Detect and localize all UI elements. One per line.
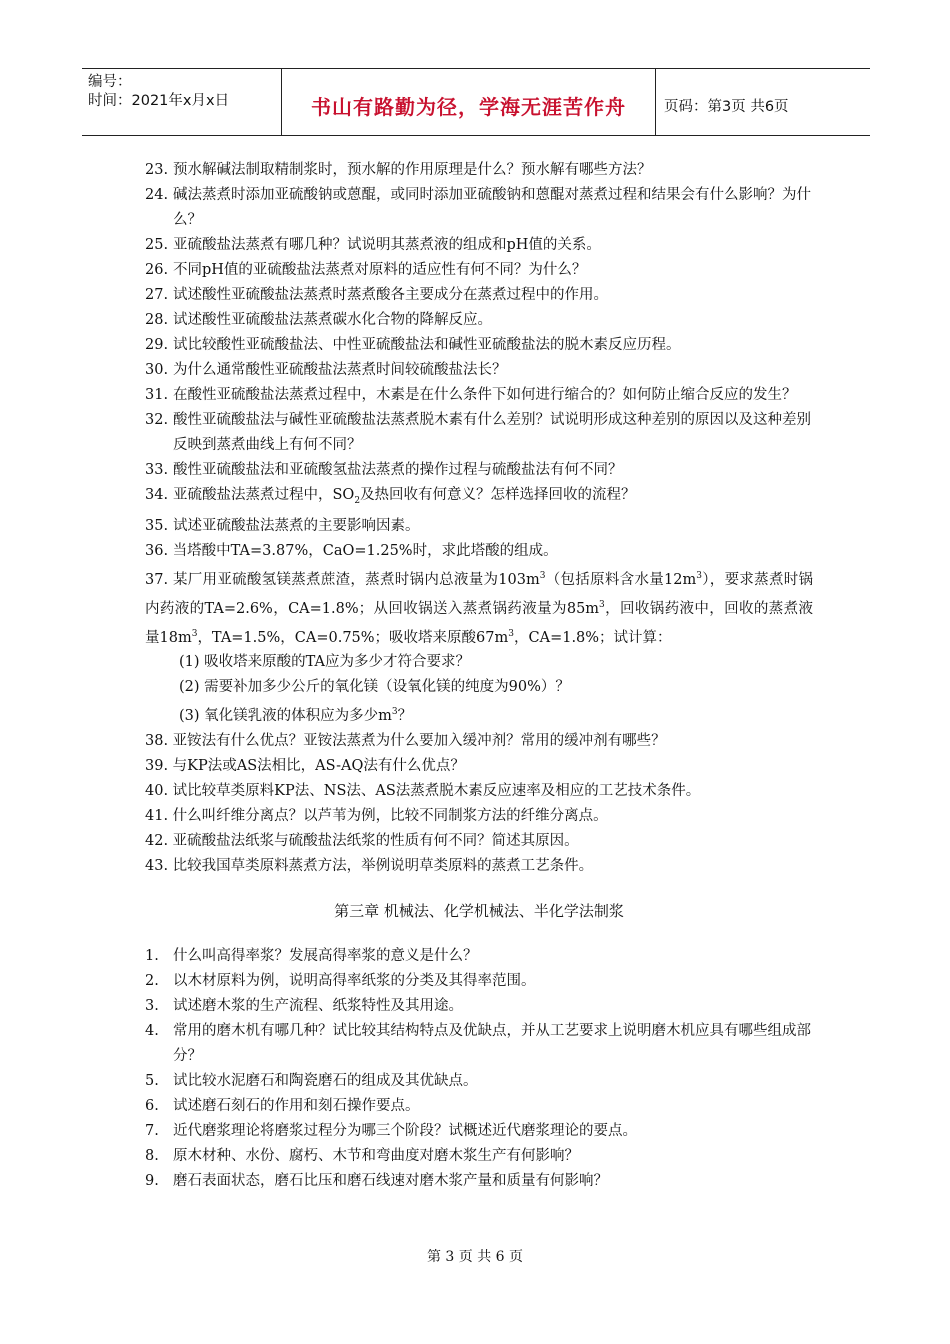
question-text: 亚硫酸盐法蒸煮有哪几种？试说明其蒸煮液的组成和pH值的关系。 — [173, 237, 601, 253]
question-item — [145, 1144, 813, 1169]
question-item — [145, 158, 813, 183]
page-header — [82, 68, 870, 136]
question-item — [145, 1169, 813, 1194]
question-number: 35. — [145, 517, 169, 534]
question-text: 磨石表面状态，磨石比压和磨石线速对磨木浆产量和质量有何影响？ — [173, 1173, 608, 1190]
question-number: 31. — [145, 387, 169, 403]
question-list-b — [145, 729, 813, 879]
question-item — [145, 1019, 813, 1069]
doc-number-label: 编号： — [88, 74, 132, 90]
sub-question: (2) 需要补加多少公斤的氧化镁（设氧化镁的纯度为90%）？ — [179, 679, 570, 696]
question-item — [145, 283, 813, 308]
question-item — [145, 333, 813, 358]
question-text: 酸性亚硫酸盐法与碱性亚硫酸盐法蒸煮脱木素有什么差别？试说明形成这种差别的原因以及这种差别反映到蒸煮曲线上有何不同？ — [173, 412, 811, 453]
question-item — [145, 1119, 813, 1144]
question-item: 35. 试述亚硫酸盐法蒸煮的主要影响因素。 — [145, 514, 813, 539]
question-list-c — [145, 944, 813, 1194]
question-text: 原木材种、水份、腐朽、木节和弯曲度对磨木浆生产有何影响？ — [173, 1148, 579, 1165]
question-text: 试述酸性亚硫酸盐法蒸煮时蒸煮酸各主要成分在蒸煮过程中的作用。 — [173, 287, 608, 303]
question-item — [145, 258, 813, 283]
question-number: 24. — [145, 187, 169, 203]
header-meta — [82, 69, 282, 135]
question-item: 42. 亚硫酸盐法纸浆与硫酸盐法纸浆的性质有何不同？简述其原因。 — [145, 833, 579, 850]
question-item — [145, 408, 813, 458]
question-text: 试述磨石刻石的作用和刻石操作要点。 — [173, 1098, 420, 1115]
question-item — [145, 233, 813, 258]
question-text: 近代磨浆理论将磨浆过程分为哪三个阶段？试概述近代磨浆理论的要点。 — [173, 1123, 637, 1140]
question-item — [145, 969, 813, 994]
question-text: 试述酸性亚硫酸盐法蒸煮碳水化合物的降解反应。 — [173, 312, 492, 328]
question-text: 什么叫高得率浆？发展高得率浆的意义是什么？ — [173, 948, 478, 965]
question-item — [145, 358, 813, 383]
question-number: 9. — [145, 1173, 159, 1190]
sub-question-list — [145, 650, 813, 700]
question-item — [145, 183, 813, 233]
page-footer: 第 3 页 共 6 页 — [426, 1249, 524, 1265]
question-number: 4. — [145, 1023, 159, 1040]
question-item: 40. 试比较草类原料KP法、NS法、AS法蒸煮脱木素反应速率及相应的工艺技术条件。 — [145, 783, 701, 800]
question-number: 26. — [145, 262, 169, 278]
question-text: 试比较水泥磨石和陶瓷磨石的组成及其优缺点。 — [173, 1073, 478, 1090]
question-text: 在酸性亚硫酸盐法蒸煮过程中，木素是在什么条件下如何进行缩合的？如何防止缩合反应的发生？ — [173, 387, 797, 403]
question-list-a — [145, 158, 813, 483]
question-number: 30. — [145, 362, 169, 378]
chapter-title: 第三章 机械法、化学机械法、半化学法制浆 — [334, 902, 624, 921]
question-text: 为什么通常酸性亚硫酸盐法蒸煮时间较硫酸盐法长？ — [173, 362, 507, 378]
question-number: 32. — [145, 412, 169, 428]
question-item: 36. 当塔酸中TA=3.87%，CaO=1.25%时，求此塔酸的组成。 — [145, 542, 558, 559]
question-item: 38. 亚铵法有什么优点？亚铵法蒸煮为什么要加入缓冲剂？常用的缓冲剂有哪些？ — [145, 733, 666, 750]
question-number: 29. — [145, 337, 169, 353]
question-item — [145, 383, 813, 408]
sub-question: (1) 吸收塔来原酸的TA应为多少才符合要求？ — [179, 654, 470, 671]
question-number: 6. — [145, 1098, 159, 1115]
question-number: 25. — [145, 237, 169, 253]
question-item — [145, 994, 813, 1019]
header-motto: 书山有路勤为径，学海无涯苦作舟 — [282, 69, 656, 135]
question-text: 试比较酸性亚硫酸盐法、中性亚硫酸盐法和碱性亚硫酸盐法的脱木素反应历程。 — [173, 337, 681, 353]
question-number: 28. — [145, 312, 169, 328]
question-text: 碱法蒸煮时添加亚硫酸钠或蒽醌，或同时添加亚硫酸钠和蒽醌对蒸煮过程和结果会有什么影响？为什么？ — [173, 187, 811, 228]
doc-time-label: 时间：2021年x月x日 — [88, 93, 230, 109]
question-text: 常用的磨木机有哪几种？试比较其结构特点及优缺点，并从工艺要求上说明磨木机应具有哪些组成部分？ — [173, 1023, 811, 1065]
question-item-calc: 37. 某厂用亚硫酸氢镁蒸煮蔗渣，蒸煮时锅内总液量为$103m^3$（包括原料含水量$12m^3$），要求蒸煮时锅内药液的TA=2.6%，CA=1.8%；从回收锅送入蒸煮锅药液量为$85m^3$，回收锅药液中，回收的蒸煮液量$18m^3$，TA=1.5%，CA=0.75%；吸收塔来原酸$67m^3$，CA=1.8%；试计算： — [145, 570, 814, 646]
question-number: 3. — [145, 998, 159, 1015]
question-item — [145, 308, 813, 333]
question-item: 41. 什么叫纤维分离点？以芦苇为例，比较不同制浆方法的纤维分离点。 — [145, 808, 608, 825]
question-text: 不同pH值的亚硫酸盐法蒸煮对原料的适应性有何不同？为什么？ — [173, 262, 587, 278]
question-item: 34. 亚硫酸盐法蒸煮过程中，$SO_2$及热回收有何意义？怎样选择回收的流程？ — [145, 483, 813, 514]
question-text: 以木材原料为例，说明高得率纸浆的分类及其得率范围。 — [173, 973, 536, 990]
question-number: 27. — [145, 287, 169, 303]
question-number: 34. — [145, 487, 169, 503]
question-item — [145, 1069, 813, 1094]
question-number: 7. — [145, 1123, 159, 1140]
question-number: 2. — [145, 973, 159, 990]
sub-question: (3) 氧化镁乳液的体积应为多少$m^3$？ — [179, 707, 413, 725]
question-number: 1. — [145, 948, 159, 965]
question-number: 23. — [145, 162, 169, 178]
question-item — [145, 1094, 813, 1119]
document-body — [145, 158, 813, 1194]
question-item: 43. 比较我国草类原料蒸煮方法，举例说明草类原料的蒸煮工艺条件。 — [145, 858, 594, 875]
question-text: 试述磨木浆的生产流程、纸浆特性及其用途。 — [173, 998, 463, 1015]
question-text: 酸性亚硫酸盐法和亚硫酸氢盐法蒸煮的操作过程与硫酸盐法有何不同？ — [173, 462, 623, 478]
header-page-label: 页码：第3页 共6页 — [664, 98, 789, 115]
question-item: 39. 与KP法或AS法相比，AS-AQ法有什么优点？ — [145, 758, 465, 775]
question-text: 预水解碱法制取精制浆时，预水解的作用原理是什么？预水解有哪些方法？ — [173, 162, 652, 178]
question-item — [145, 458, 813, 483]
question-number: 5. — [145, 1073, 159, 1090]
question-number: 33. — [145, 462, 169, 478]
question-number: 8. — [145, 1148, 159, 1165]
question-item — [145, 944, 813, 969]
